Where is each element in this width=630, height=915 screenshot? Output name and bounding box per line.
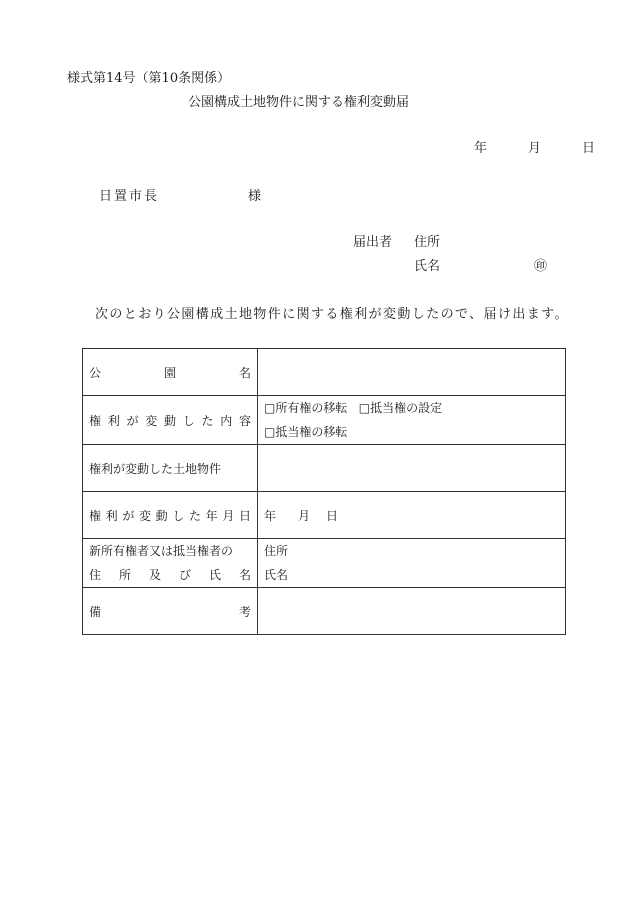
table-row-new-holder bbox=[83, 539, 566, 588]
change-date-year: 年 bbox=[264, 508, 277, 523]
remarks-field[interactable] bbox=[258, 588, 566, 635]
new-holder-address-label: 住所 bbox=[264, 544, 289, 558]
land-object-label: 権利が変動した土地物件 bbox=[89, 461, 222, 476]
submission-date: 年 月 日 bbox=[474, 141, 610, 156]
table-row-land-object bbox=[83, 445, 566, 492]
land-object-label-cell bbox=[83, 445, 258, 492]
table-row-change-date bbox=[83, 492, 566, 539]
change-date-field[interactable] bbox=[258, 492, 566, 539]
checkbox-ownership-transfer[interactable]: □所有権の移転 bbox=[264, 401, 348, 415]
change-date-label-cell bbox=[83, 492, 258, 539]
change-content-label-cell bbox=[83, 396, 258, 445]
body-text: 次のとおり公園構成土地物件に関する権利が変動したので、届け出ます。 bbox=[95, 307, 569, 322]
change-content-label: 権利が変動した内容 bbox=[89, 413, 251, 428]
remarks-label-cell bbox=[83, 588, 258, 635]
change-content-options bbox=[258, 396, 566, 445]
checkbox-mortgage-setting[interactable]: □抵当権の設定 bbox=[358, 401, 443, 415]
table-row-change-content bbox=[83, 396, 566, 445]
form-number: 様式第14号（第10条関係） bbox=[67, 71, 231, 86]
change-date-label: 権利が変動した年月日 bbox=[89, 508, 251, 523]
park-name-label-cell bbox=[83, 349, 258, 396]
checkbox-line-2 bbox=[264, 420, 559, 444]
change-date-day: 日 bbox=[326, 508, 339, 523]
remarks-label: 備 考 bbox=[89, 604, 251, 619]
seal-mark: ㊞ bbox=[534, 259, 548, 274]
addressee: 日置市長 bbox=[99, 189, 160, 204]
notifier-label: 届出者 bbox=[353, 235, 393, 250]
notifier-address-label: 住所 bbox=[414, 235, 441, 250]
notifier-name-label: 氏名 bbox=[414, 259, 441, 274]
park-name-label: 公 園 名 bbox=[89, 365, 251, 380]
document-title: 公園構成土地物件に関する権利変動届 bbox=[188, 95, 410, 110]
new-holder-field[interactable] bbox=[258, 539, 566, 588]
new-holder-label-line1: 新所有権者又は抵当権者の bbox=[89, 544, 234, 558]
park-name-field[interactable] bbox=[258, 349, 566, 396]
checkbox-mortgage-transfer[interactable]: □抵当権の移転 bbox=[264, 425, 348, 439]
new-holder-label-line2: 住所及び氏名 bbox=[89, 568, 251, 582]
new-holder-label-cell bbox=[83, 539, 258, 588]
table-row-park-name bbox=[83, 349, 566, 396]
land-object-field[interactable] bbox=[258, 445, 566, 492]
honorific: 様 bbox=[248, 189, 262, 204]
table-row-remarks bbox=[83, 588, 566, 635]
checkbox-line-1 bbox=[264, 396, 559, 420]
new-holder-name-label: 氏名 bbox=[264, 568, 289, 582]
change-date-month: 月 bbox=[298, 508, 311, 523]
notification-form-table bbox=[82, 348, 566, 635]
